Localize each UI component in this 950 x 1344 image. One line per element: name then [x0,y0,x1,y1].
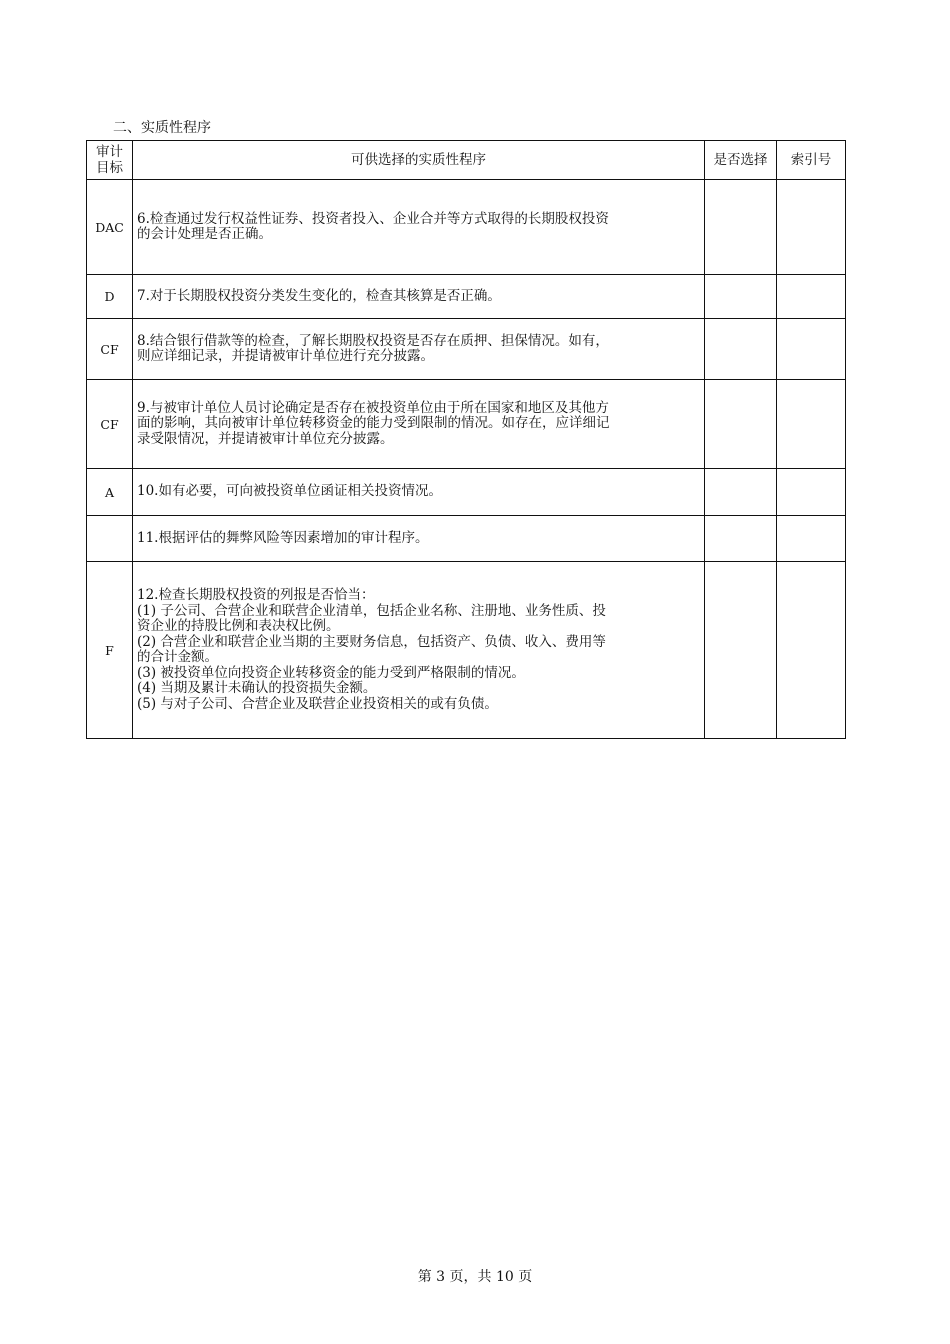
header-audit-goal [87,141,133,180]
audit-goal-cell: A [87,469,133,516]
table-header-row [87,141,846,180]
table-row [87,562,846,739]
audit-goal-cell: D [87,275,133,319]
table-row [87,275,846,319]
audit-goal-cell: CF [87,380,133,469]
table-row [87,516,846,562]
index-cell[interactable] [777,180,846,275]
procedure-line: 面的影响，其向被审计单位转移资金的能力受到限制的情况。如存在，应详细记 [137,415,610,432]
procedure-line: 录受限情况，并提请被审计单位充分披露。 [137,430,394,447]
selected-cell[interactable] [705,180,777,275]
selected-cell[interactable] [705,380,777,469]
header-selected: 是否选择 [705,141,777,180]
procedure-line: 9.与被审计单位人员讨论确定是否存在被投资单位由于所在国家和地区及其他方 [137,399,609,416]
procedure-line: 的会计处理是否正确。 [137,226,272,242]
procedure-line: 8.结合银行借款等的检查，了解长期股权投资是否存在质押、担保情况。如有， [137,332,609,349]
selected-cell[interactable] [705,319,777,380]
procedure-cell [133,516,705,562]
substantive-procedures-table [86,140,846,739]
procedure-cell [133,275,705,319]
index-cell[interactable] [777,275,846,319]
header-audit-goal-line1: 审计 [96,144,123,160]
index-cell[interactable] [777,562,846,739]
audit-goal-cell [87,516,133,562]
audit-goal-cell: DAC [87,180,133,275]
procedure-line: 资企业的持股比例和表决权比例。 [137,618,340,634]
section-title: 二、实质性程序 [113,120,211,136]
header-procedure: 可供选择的实质性程序 [133,141,705,180]
procedure-cell [133,469,705,516]
selected-cell[interactable] [705,516,777,562]
index-cell[interactable] [777,516,846,562]
procedure-line: 的合计金额。 [137,649,218,665]
index-cell[interactable] [777,380,846,469]
procedure-line: 11.根据评估的舞弊风险等因素增加的审计程序。 [137,529,429,546]
procedure-line: (3) 被投资单位向投资企业转移资金的能力受到严格限制的情况。 [137,664,525,681]
procedure-line: (1) 子公司、合营企业和联营企业清单，包括企业名称、注册地、业务性质、投 [137,602,606,619]
table-row [87,319,846,380]
procedure-line: 6.检查通过发行权益性证券、投资者投入、企业合并等方式取得的长期股权投资 [137,210,609,227]
selected-cell[interactable] [705,275,777,319]
selected-cell[interactable] [705,469,777,516]
procedure-cell [133,562,705,739]
index-cell[interactable] [777,319,846,380]
audit-goal-cell: F [87,562,133,739]
procedure-cell [133,180,705,275]
table-row [87,380,846,469]
procedure-line: (2) 合营企业和联营企业当期的主要财务信息，包括资产、负债、收入、费用等 [137,633,606,650]
procedure-line: (4) 当期及累计未确认的投资损失金额。 [137,680,377,696]
procedure-line: 10.如有必要，可向被投资单位函证相关投资情况。 [137,483,442,500]
page-number-footer: 第 3 页，共 10 页 [417,1269,533,1285]
procedure-line: 7.对于长期股权投资分类发生变化的，检查其核算是否正确。 [137,287,501,304]
procedure-cell [133,380,705,469]
procedure-line: (5) 与对子公司、合营企业及联营企业投资相关的或有负债。 [137,695,498,712]
procedure-cell [133,319,705,380]
header-audit-goal-line2: 目标 [96,160,123,176]
table-row [87,180,846,275]
procedure-line: 则应详细记录，并提请被审计单位进行充分披露。 [137,348,434,364]
audit-goal-cell: CF [87,319,133,380]
header-index: 索引号 [777,141,846,180]
selected-cell[interactable] [705,562,777,739]
index-cell[interactable] [777,469,846,516]
table-row [87,469,846,516]
procedure-line: 12.检查长期股权投资的列报是否恰当： [137,587,375,603]
